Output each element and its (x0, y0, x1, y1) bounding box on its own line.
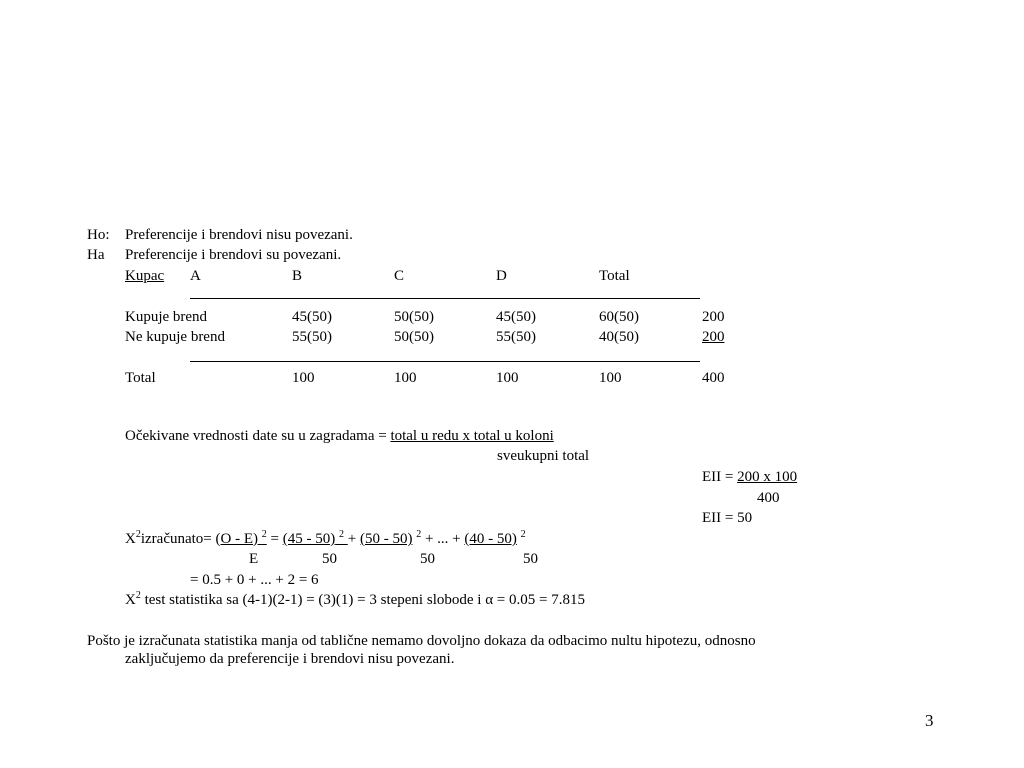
table-cell: 40(50) (599, 329, 639, 345)
eii-label: EII = (702, 469, 738, 485)
chi-exp: 2 (416, 529, 422, 540)
eii-result: EII = 50 (702, 510, 753, 526)
table-cell: 45(50) (292, 309, 332, 325)
chi-exp: 2 (338, 529, 344, 540)
table-total-cell: 100 (496, 370, 519, 386)
chi-test-tail: = 0.05 = 7.815 (493, 592, 585, 608)
chi-ellipsis: + ... + (421, 531, 465, 547)
table-corner-label: Kupac (125, 268, 165, 284)
chi-den-3: 50 (523, 551, 538, 567)
alpha-symbol: α (485, 592, 494, 608)
chi-result: = 0.5 + 0 + ... + 2 = 6 (190, 572, 319, 588)
chi-term2: (50 - 50) (359, 531, 413, 547)
table-row-label: Kupuje brend (125, 309, 208, 325)
table-total-label: Total (125, 370, 156, 386)
chi-term3: (40 - 50) (464, 531, 517, 547)
chi-test-text: test statistika sa (4-1)(2-1) = (3)(1) = 3 stepeni slobode i (140, 592, 486, 608)
eii-numerator: 200 x 100 (737, 469, 798, 485)
table-total-cell: 100 (599, 370, 622, 386)
chi-den-e: E (249, 551, 259, 567)
table-total-cell: 400 (702, 370, 725, 386)
expected-sentence-text: Očekivane vrednosti date su u zagradama = (125, 428, 391, 444)
table-header-total: Total (599, 268, 630, 284)
table-cell: 200 (702, 309, 725, 325)
chi-exp: 2 (135, 590, 141, 601)
table-rule-bottom (190, 361, 700, 362)
conclusion-line-2: zaključujemo da preferencije i brendovi nisu povezani. (125, 651, 455, 667)
chi-term1-text: (45 - 50) (282, 531, 336, 547)
chi-o-minus-e-text: O - E) (220, 531, 259, 547)
table-cell: 60(50) (599, 309, 639, 325)
table-cell: 50(50) (394, 309, 434, 325)
ha-label: Ha (87, 247, 105, 263)
chi-den-2: 50 (420, 551, 435, 567)
chi-plus: + (347, 531, 360, 547)
chi-o-minus-e (221, 531, 267, 547)
chi-den-1: 50 (322, 551, 337, 567)
table-cell: 45(50) (496, 309, 536, 325)
chi-x: X (125, 592, 136, 608)
eii-denominator: 400 (757, 490, 780, 506)
h0-text: Preferencije i brendovi nisu povezani. (125, 227, 353, 243)
expected-sentence (125, 427, 554, 445)
table-total-cell: 100 (394, 370, 417, 386)
chi-eq: = (266, 531, 283, 547)
chi-formula (125, 530, 526, 548)
chi-exp: 2 (520, 529, 526, 540)
chi-exp: 2 (135, 529, 141, 540)
table-cell: 50(50) (394, 329, 434, 345)
table-header-c: C (394, 268, 405, 284)
h0-label: Ho: (87, 227, 110, 243)
table-total-cell: 100 (292, 370, 315, 386)
table-header-d: D (496, 268, 507, 284)
table-header-a: A (190, 268, 201, 284)
expected-denominator: sveukupni total (497, 448, 590, 464)
chi-x: X (125, 531, 136, 547)
chi-test-line (125, 591, 585, 609)
chi-exp: 2 (261, 529, 267, 540)
ha-text: Preferencije i brendovi su povezani. (125, 247, 342, 263)
eii-formula (702, 468, 797, 486)
page-number: 3 (925, 711, 934, 730)
expected-numerator: total u redu x total u koloni (390, 428, 554, 444)
table-row-label: Ne kupuje brend (125, 329, 225, 345)
conclusion-line-1: Pošto je izračunata statistika manja od tablične nemamo dovoljno dokaza da odbacimo nultu hipotezu, odnosno (87, 633, 756, 649)
table-header-b: B (292, 268, 303, 284)
chi-term1 (283, 531, 348, 547)
table-cell: 55(50) (292, 329, 332, 345)
table-cell: 200 (702, 329, 725, 345)
table-rule-top (190, 298, 700, 299)
table-cell: 55(50) (496, 329, 536, 345)
chi-label: izračunato= ( (140, 531, 221, 547)
